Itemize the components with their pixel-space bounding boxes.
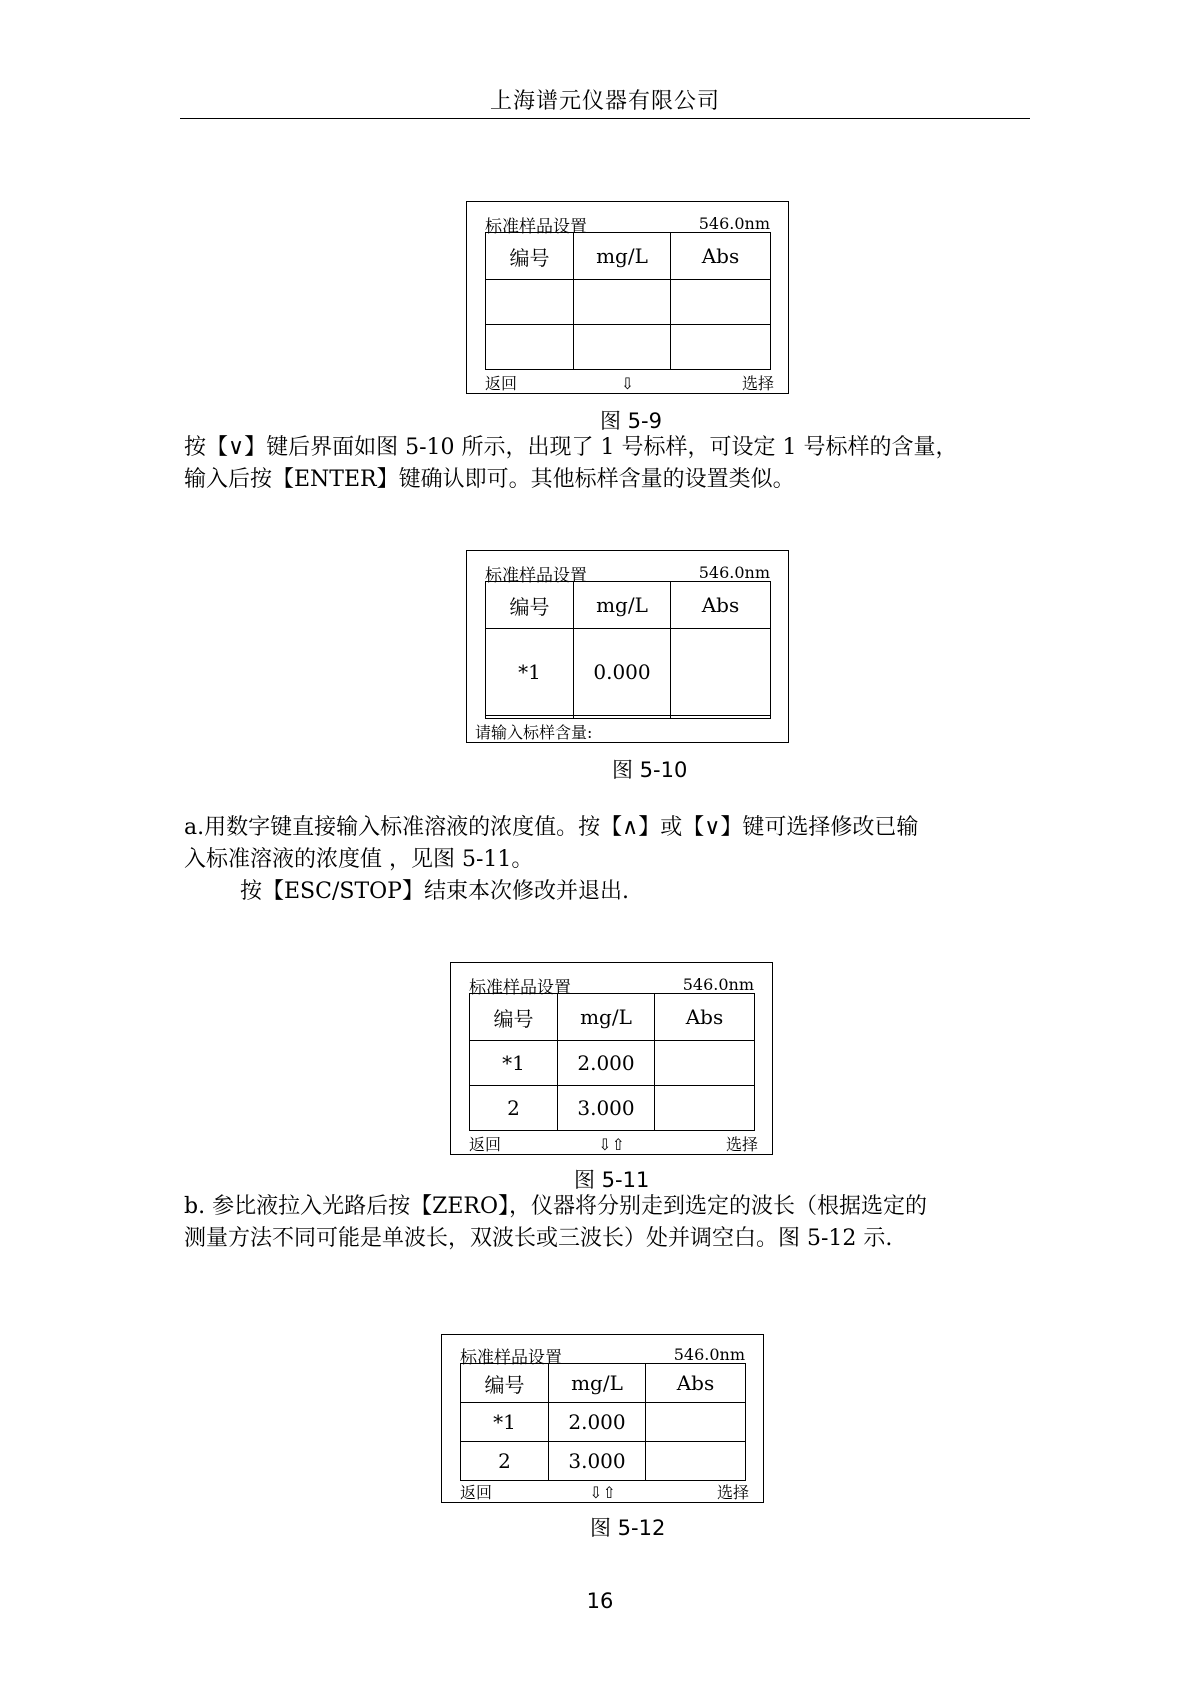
lcd-input-prompt: 请输入标样含量:: [475, 723, 593, 742]
paragraph-line: 输入后按【ENTER】键确认即可。其他标样含量的设置类似。: [184, 467, 795, 492]
table-cell: 2: [461, 1442, 549, 1481]
table-cell: 2.000: [549, 1403, 646, 1442]
lcd-title: 标准样品设置: [485, 566, 587, 586]
table-cell: [655, 1086, 755, 1131]
lcd-title: 标准样品设置: [460, 1348, 562, 1368]
col-header-id: 编号: [461, 1364, 549, 1403]
lcd-screen-fig-5-12: [441, 1334, 764, 1503]
table-cell: *1: [470, 1041, 558, 1086]
table-cell: *1: [461, 1403, 549, 1442]
paragraph-1: [184, 432, 1034, 496]
paragraph-line: 测量方法不同可能是单波长，双波长或三波长）处并调空白。图 5-12 示.: [184, 1226, 893, 1251]
table-cell: [671, 715, 771, 718]
lcd-wavelength: 546.0nm: [698, 214, 770, 233]
lcd-select-label: 选择: [725, 1135, 758, 1154]
paragraph-2: [184, 812, 1034, 908]
paragraph-line: 入标准溶液的浓度值 ，见图 5-11。: [184, 847, 534, 872]
down-arrow-icon: ⇩: [620, 374, 635, 393]
col-header-id: 编号: [486, 582, 574, 629]
table-cell: 2.000: [558, 1041, 655, 1086]
table-cell: 0.000: [574, 629, 671, 716]
table-cell: [646, 1442, 746, 1481]
table-cell: [671, 629, 771, 716]
page-header-company: 上海谱元仪器有限公司: [489, 89, 720, 114]
table-cell: [574, 715, 671, 718]
table-cell: [486, 715, 574, 718]
standard-sample-table: [485, 581, 771, 719]
table-row: [461, 1403, 746, 1442]
col-header-abs: Abs: [646, 1364, 746, 1403]
table-cell: [671, 325, 771, 370]
table-cell: 3.000: [549, 1442, 646, 1481]
col-header-conc: mg/L: [574, 233, 671, 280]
lcd-back-label: 返回: [485, 374, 518, 393]
paragraph-line: 按【∨】键后界面如图 5-10 所示，出现了 1 号标样，可设定 1 号标样的含量，: [184, 435, 958, 460]
paragraph-line: 按【ESC/STOP】结束本次修改并退出.: [240, 879, 629, 904]
standard-sample-table: [485, 232, 771, 370]
figure-caption-5-9: 图 5-9: [600, 409, 662, 433]
lcd-title: 标准样品设置: [469, 978, 571, 998]
lcd-wavelength: 546.0nm: [682, 975, 754, 994]
table-cell: [655, 1041, 755, 1086]
table-cell: [574, 325, 671, 370]
lcd-select-label: 选择: [741, 374, 774, 393]
col-header-conc: mg/L: [558, 994, 655, 1041]
col-header-conc: mg/L: [549, 1364, 646, 1403]
table-cell: [574, 280, 671, 325]
up-down-arrow-icon: ⇩⇧: [589, 1483, 616, 1502]
table-row: [486, 715, 771, 718]
table-cell: 3.000: [558, 1086, 655, 1131]
lcd-wavelength: 546.0nm: [673, 1345, 745, 1364]
paragraph-3: [184, 1191, 1034, 1255]
lcd-screen-fig-5-11: [450, 962, 773, 1155]
lcd-screen-fig-5-9: [466, 201, 789, 394]
table-cell: [646, 1403, 746, 1442]
col-header-id: 编号: [470, 994, 558, 1041]
table-cell: *1: [486, 629, 574, 716]
table-cell: [486, 325, 574, 370]
table-row: [486, 325, 771, 370]
table-row: [470, 1086, 755, 1131]
paragraph-line: b. 参比液拉入光路后按【ZERO】，仪器将分别走到选定的波长（根据选定的: [184, 1194, 928, 1219]
lcd-wavelength: 546.0nm: [698, 563, 770, 582]
page-number: 16: [586, 1589, 614, 1613]
table-row: [486, 280, 771, 325]
lcd-screen-fig-5-10: [466, 550, 789, 743]
standard-sample-table: [460, 1363, 746, 1481]
table-cell: 2: [470, 1086, 558, 1131]
col-header-abs: Abs: [671, 233, 771, 280]
figure-caption-5-10: 图 5-10: [612, 758, 688, 782]
up-down-arrow-icon: ⇩⇧: [598, 1135, 625, 1154]
col-header-abs: Abs: [671, 582, 771, 629]
table-cell: [671, 280, 771, 325]
figure-caption-5-12: 图 5-12: [590, 1516, 666, 1540]
table-row: [461, 1442, 746, 1481]
table-row: [486, 629, 771, 716]
table-row: [470, 1041, 755, 1086]
table-cell: [486, 280, 574, 325]
col-header-id: 编号: [486, 233, 574, 280]
col-header-abs: Abs: [655, 994, 755, 1041]
figure-caption-5-11: 图 5-11: [574, 1168, 650, 1192]
header-rule: [180, 118, 1030, 119]
paragraph-line: a.用数字键直接输入标准溶液的浓度值。按【∧】或【∨】键可选择修改已输: [184, 815, 919, 840]
lcd-title: 标准样品设置: [485, 217, 587, 237]
lcd-back-label: 返回: [469, 1135, 502, 1154]
lcd-select-label: 选择: [716, 1483, 749, 1502]
standard-sample-table: [469, 993, 755, 1131]
col-header-conc: mg/L: [574, 582, 671, 629]
lcd-back-label: 返回: [460, 1483, 493, 1502]
